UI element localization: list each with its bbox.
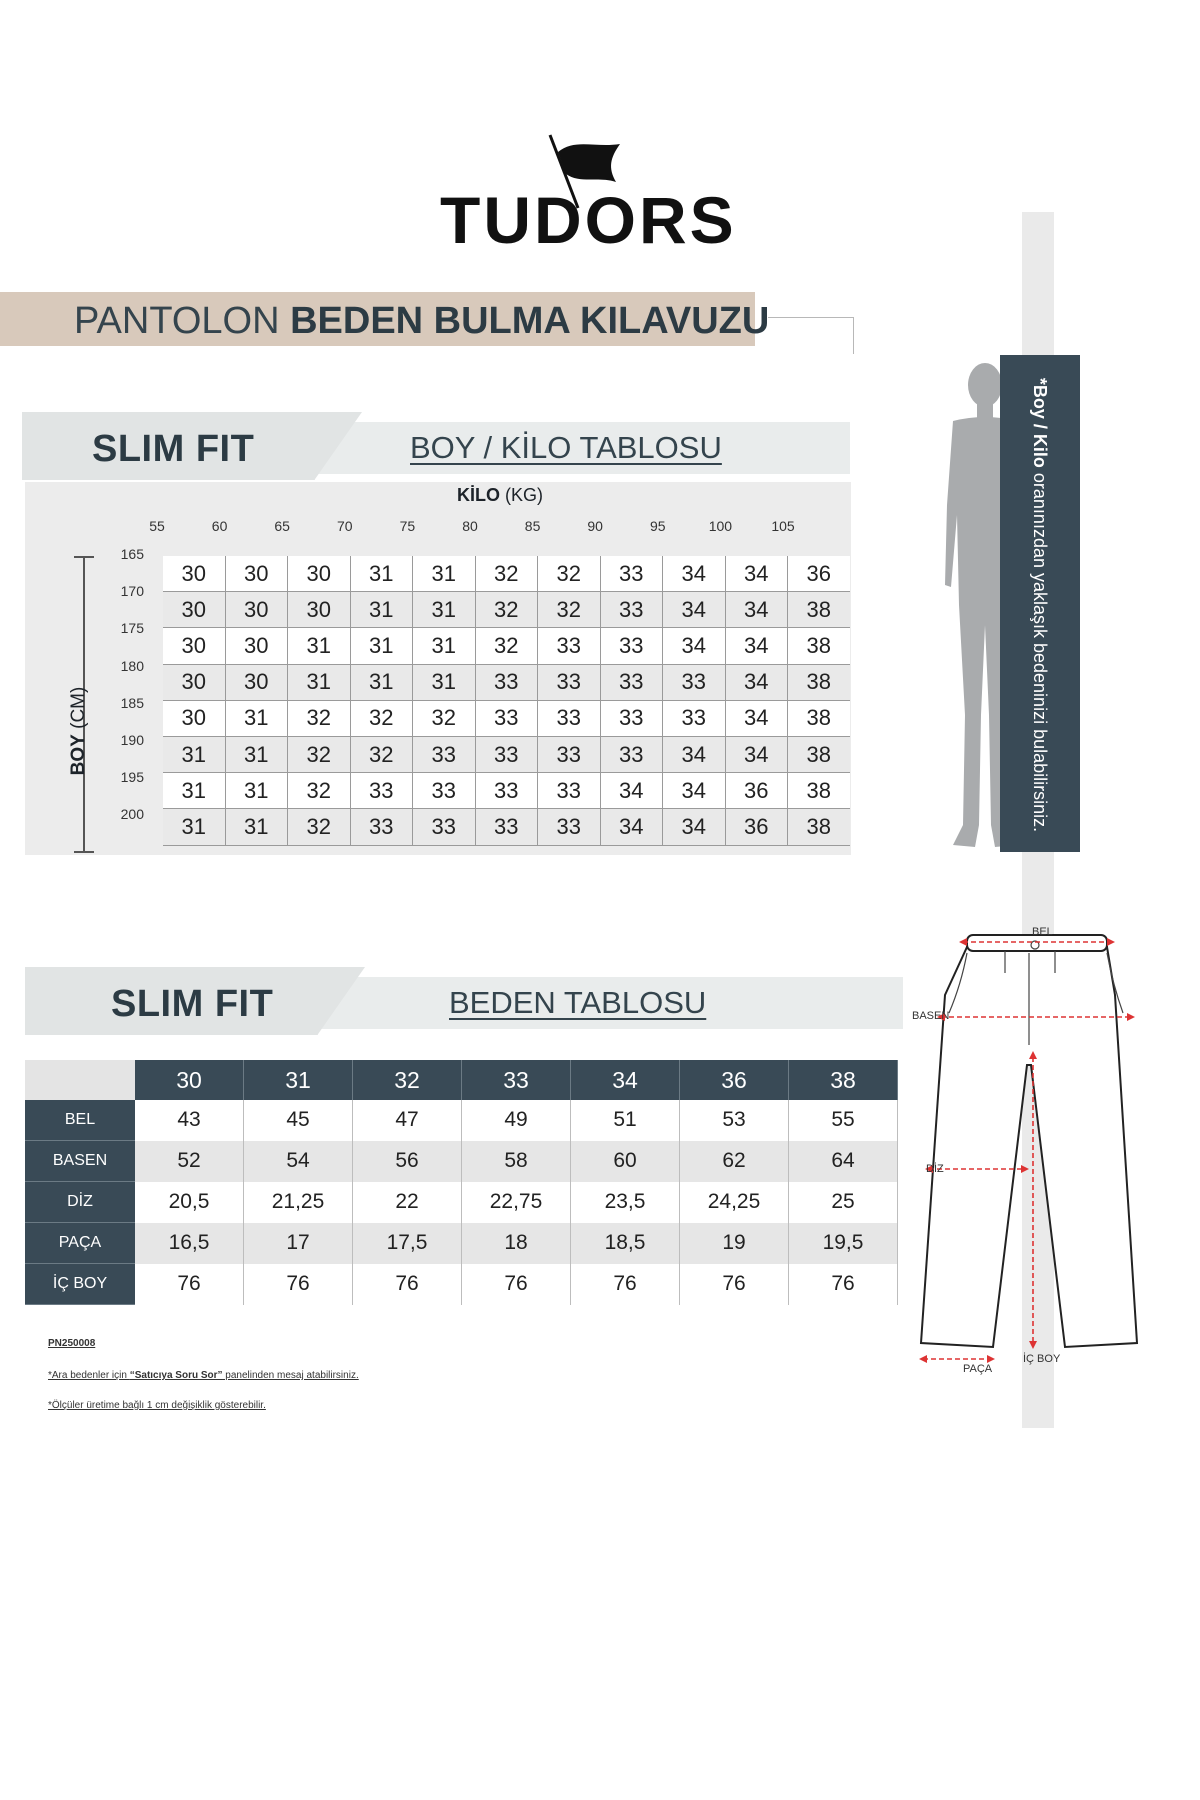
measure-value: 19 [680,1223,789,1264]
size-cell: 34 [663,809,726,845]
size-cell: 32 [475,628,538,664]
boy-tick: 190 [120,732,144,748]
measure-value: 18,5 [571,1223,680,1264]
size-cell: 31 [225,773,288,809]
boy-tick: 175 [120,620,144,637]
table-row [163,556,850,592]
measure-value: 17 [244,1223,353,1264]
measure-label: DİZ [25,1182,135,1223]
measure-value: 56 [353,1141,462,1182]
boy-tick: 180 [120,657,144,674]
footer-note-1 [48,1370,359,1381]
size-cell: 32 [350,700,413,736]
footer-note-2: *Ölçüler üretime bağlı 1 cm değişiklik gösterebilir. [48,1400,266,1411]
footer-note-1-b: “Satıcıya Soru Sor” [129,1370,223,1381]
size-cell: 38 [788,628,850,664]
size-cell: 32 [288,700,351,736]
measure-value: 76 [789,1264,898,1305]
size-cell: 33 [600,628,663,664]
size-cell: 30 [225,628,288,664]
size-cell: 32 [413,700,476,736]
size-cell: 38 [788,773,850,809]
size-cell: 33 [538,664,601,700]
boy-kilo-heading: BOY / KİLO TABLOSU [410,430,722,465]
measure-value: 76 [135,1264,244,1305]
size-cell: 31 [413,556,476,592]
kilo-tick: 65 [274,518,290,534]
size-cell: 34 [600,809,663,845]
size-cell: 33 [475,664,538,700]
measure-label: BASEN [25,1141,135,1182]
size-cell: 33 [538,773,601,809]
measure-label: İÇ BOY [25,1264,135,1305]
boy-axis-unit: (CM) [68,686,89,729]
brand-logo [440,130,737,257]
page-title-bold: BEDEN BULMA KILAVUZU [290,300,770,342]
measure-value: 76 [244,1264,353,1305]
measure-value: 23,5 [571,1182,680,1223]
page-title [74,300,769,343]
size-cell: 33 [350,773,413,809]
size-cell: 32 [288,773,351,809]
size-cell: 32 [538,556,601,592]
size-header: 30 [135,1060,244,1100]
measure-value: 22,75 [462,1182,571,1223]
size-cell: 32 [288,809,351,845]
size-header: 32 [353,1060,462,1100]
size-cell: 33 [663,664,726,700]
size-cell: 31 [413,628,476,664]
size-cell: 31 [163,773,225,809]
size-cell: 34 [725,664,788,700]
table-row [163,628,850,664]
measure-value: 76 [353,1264,462,1305]
boy-tick: 195 [120,769,144,786]
measure-value: 18 [462,1223,571,1264]
size-header: 33 [462,1060,571,1100]
beden-fit-label: SLIM FIT [111,983,274,1025]
size-cell: 36 [788,556,850,592]
measure-value: 54 [244,1141,353,1182]
size-cell: 34 [663,592,726,628]
title-band [0,292,770,346]
size-cell: 33 [663,700,726,736]
measure-value: 52 [135,1141,244,1182]
measure-value: 20,5 [135,1182,244,1223]
basen-label: BASEN [912,1010,950,1022]
side-note-rest: oranınızdan yaklaşık bedeninizi bulabilirsiniz. [1030,467,1050,833]
kilo-tick: 85 [524,518,541,534]
size-cell: 30 [288,592,351,628]
size-cell: 33 [475,773,538,809]
measure-value: 51 [571,1100,680,1141]
measure-value: 43 [135,1100,244,1141]
beden-header [25,967,903,1035]
kilo-tick: 95 [650,518,666,534]
size-cell: 31 [350,556,413,592]
size-cell: 34 [725,736,788,772]
boy-axis-title [68,676,90,786]
size-cell: 31 [225,736,288,772]
measure-value: 64 [789,1141,898,1182]
boy-kilo-table [163,556,850,846]
size-cell: 32 [475,592,538,628]
size-cell: 33 [600,736,663,772]
boy-tick: 170 [120,583,144,600]
size-cell: 33 [475,700,538,736]
size-cell: 31 [413,664,476,700]
diz-label: DİZ [926,1163,944,1175]
size-cell: 31 [350,592,413,628]
size-cell: 33 [538,736,601,772]
measure-value: 76 [680,1264,789,1305]
size-cell: 33 [475,809,538,845]
page-title-light: PANTOLON [74,300,280,342]
measure-value: 53 [680,1100,789,1141]
paca-label: PAÇA [963,1363,993,1375]
table-row [25,1264,898,1305]
measure-label: PAÇA [25,1223,135,1264]
size-cell: 33 [600,592,663,628]
size-cell: 30 [225,556,288,592]
size-cell: 31 [225,700,288,736]
measure-value: 58 [462,1141,571,1182]
boy-kilo-fit-label: SLIM FIT [92,428,255,470]
size-cell: 30 [225,664,288,700]
measure-value: 25 [789,1182,898,1223]
size-cell: 34 [725,700,788,736]
footer-note-1-c: panelinden mesaj atabilirsiniz. [222,1370,359,1381]
size-cell: 31 [225,809,288,845]
size-cell: 38 [788,736,850,772]
size-cell: 33 [413,809,476,845]
size-cell: 34 [663,736,726,772]
size-cell: 32 [538,592,601,628]
measure-value: 76 [462,1264,571,1305]
size-cell: 31 [413,592,476,628]
boy-tick: 200 [120,806,144,823]
size-cell: 34 [663,556,726,592]
table-row [25,1223,898,1264]
size-cell: 33 [475,736,538,772]
size-header: 38 [789,1060,898,1100]
size-cell: 32 [288,736,351,772]
measure-value: 17,5 [353,1223,462,1264]
size-cell: 34 [725,628,788,664]
size-cell: 36 [725,773,788,809]
size-header: 34 [571,1060,680,1100]
size-header: 36 [680,1060,789,1100]
size-cell: 33 [413,773,476,809]
size-cell: 38 [788,592,850,628]
side-note-text [1028,365,1052,845]
size-cell: 30 [225,592,288,628]
size-cell: 33 [538,700,601,736]
size-cell: 30 [163,664,225,700]
table-corner [25,1060,135,1100]
title-corner-line [768,317,854,354]
ic-boy-label: İÇ BOY [1023,1353,1061,1365]
footer-note-1-a: *Ara bedenler için [48,1370,130,1381]
kilo-axis-unit: (KG) [505,485,543,505]
boy-axis-label: BOY [68,734,89,776]
kilo-tick: 90 [587,518,603,534]
size-cell: 34 [663,773,726,809]
boy-axis-cap-bottom [74,851,94,853]
measure-value: 24,25 [680,1182,789,1223]
table-row [25,1100,898,1141]
table-row [25,1182,898,1223]
table-row [163,664,850,700]
size-cell: 33 [600,556,663,592]
measure-value: 22 [353,1182,462,1223]
measure-value: 49 [462,1100,571,1141]
measure-value: 60 [571,1141,680,1182]
kilo-axis-label: KİLO [456,485,500,505]
kilo-axis-title [0,485,1000,506]
product-code [48,1338,95,1349]
size-cell: 33 [600,700,663,736]
size-cell: 31 [350,664,413,700]
kilo-tick: 60 [211,518,228,534]
size-cell: 33 [538,628,601,664]
table-row [163,700,850,736]
size-cell: 33 [538,809,601,845]
measure-value: 45 [244,1100,353,1141]
size-cell: 34 [600,773,663,809]
size-cell: 31 [163,809,225,845]
size-cell: 31 [288,628,351,664]
kilo-tick: 70 [337,518,353,534]
pants-diagram-icon [905,925,1150,1375]
measure-value: 21,25 [244,1182,353,1223]
size-cell: 38 [788,664,850,700]
table-row [163,592,850,628]
measure-value: 55 [789,1100,898,1141]
beden-heading: BEDEN TABLOSU [449,985,707,1020]
kilo-tick: 75 [399,518,416,534]
boy-tick: 165 [120,546,144,562]
size-cell: 31 [163,736,225,772]
size-cell: 30 [288,556,351,592]
measure-value: 62 [680,1141,789,1182]
table-row [25,1141,898,1182]
table-row [163,773,850,809]
size-cell: 33 [413,736,476,772]
boy-axis-cap-top [74,556,94,558]
size-cell: 36 [725,809,788,845]
product-code-text: PN250008 [48,1338,96,1349]
boy-tick: 185 [120,694,144,711]
size-cell: 34 [725,592,788,628]
kilo-tick: 105 [771,518,795,534]
size-cell: 31 [288,664,351,700]
measure-value: 19,5 [789,1223,898,1264]
kilo-tick: 55 [149,518,165,534]
measure-value: 76 [571,1264,680,1305]
measure-value: 47 [353,1100,462,1141]
brand-name: TUDORS [440,183,737,257]
size-cell: 30 [163,700,225,736]
measure-value: 16,5 [135,1223,244,1264]
size-cell: 32 [350,736,413,772]
size-cell: 33 [350,809,413,845]
size-cell: 38 [788,809,850,845]
side-note-panel [1000,355,1080,852]
kilo-tick: 100 [708,518,733,534]
beden-table [25,1060,898,1305]
bel-label: BEL [1032,926,1053,938]
size-cell: 30 [163,628,225,664]
size-cell: 34 [663,628,726,664]
kilo-tick: 80 [462,518,478,534]
size-cell: 32 [475,556,538,592]
measure-label: BEL [25,1100,135,1141]
boy-kilo-header [22,412,850,480]
table-row [163,809,850,845]
size-cell: 33 [600,664,663,700]
size-cell: 31 [350,628,413,664]
size-cell: 30 [163,592,225,628]
table-row [163,736,850,772]
side-note-bold: *Boy / Kilo [1030,377,1050,468]
size-cell: 38 [788,700,850,736]
size-cell: 34 [725,556,788,592]
size-header: 31 [244,1060,353,1100]
size-cell: 30 [163,556,225,592]
